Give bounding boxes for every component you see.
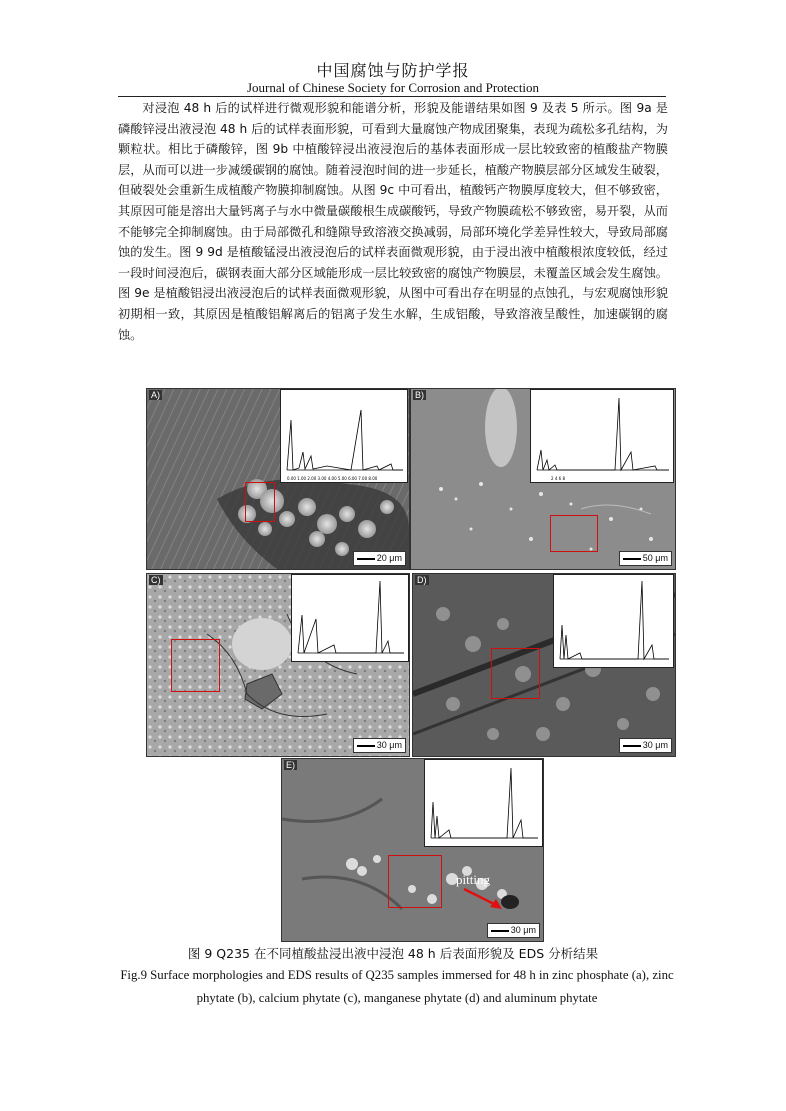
body-text xyxy=(118,98,668,345)
panel-label-a: A) xyxy=(151,390,160,400)
scale-text-c: 30 μm xyxy=(376,740,402,750)
panel-label-e: E) xyxy=(286,760,295,770)
eds-spectrum-d xyxy=(553,574,674,668)
scale-bar-e xyxy=(487,923,540,938)
scale-bar-d xyxy=(619,738,672,753)
eds-spectrum-a xyxy=(280,389,408,483)
panel-label-d: D) xyxy=(417,575,427,585)
scale-bar-c xyxy=(353,738,406,753)
highlight-box-d xyxy=(491,648,540,699)
scale-text-d: 30 μm xyxy=(642,740,668,750)
svg-text:0.00 1.00 2.00 3.00 4.00 5.00: 0.00 1.00 2.00 3.00 4.00 5.00 6.00 7.00 8.00 xyxy=(287,476,378,481)
highlight-box-e xyxy=(388,855,442,908)
header-rule xyxy=(118,96,666,97)
highlight-box-c xyxy=(171,639,220,692)
pitting-label: pitting xyxy=(456,872,490,887)
eds-spectrum-b xyxy=(530,389,674,483)
scale-bar-b xyxy=(619,551,672,566)
scale-text-b: 50 μm xyxy=(642,553,668,563)
eds-spectrum-e xyxy=(424,759,543,847)
svg-text:2 4 6 8: 2 4 6 8 xyxy=(551,476,565,481)
pitting-arrow-icon xyxy=(462,886,506,912)
scale-text-a: 20 μm xyxy=(376,553,402,563)
body-paragraph: 对浸泡 48 h 后的试样进行微观形貌和能谱分析，形貌及能谱结果如图 9 及表 5 所示。图 9a 是磷酸锌浸出液浸泡 48 h 后的试样表面形貌，可看到大量腐蚀产物成团聚集，表现为疏松多孔结构，为颗粒状。相比于磷酸锌，图 9b 中植酸锌浸出液浸泡后的基体表面形成一层比较致密的植酸盐产物膜层，从而可以进一步减缓碳钢的腐蚀。随着浸泡时间的进一步延长，植酸产物膜层部分区域发生破裂，但破裂处会重新生成植酸产物膜抑制腐蚀。从图 9c 中可看出，植酸钙产物膜厚度较大，但不够致密，其原因可能是溶出大量钙离子与水中微量碳酸根生成碳酸钙，导致产物膜疏松不够致密，易开裂，从而不能够完全抑制腐蚀。由于局部微孔和缝隙导致溶液交换减弱，局部环境化学差异性较大，导致局部腐蚀的发生。图 9 9d 是植酸锰浸出液浸泡后的试样表面微观形貌，由于浸出液中植酸根浓度较低，经过一段时间浸泡后，碳钢表面大部分区域能形成一层比较致密的腐蚀产物膜层，未覆盖区域会发生腐蚀。图 9e 是植酸铝浸出液浸泡后的试样表面微观形貌，从图中可看出存在明显的点蚀孔，与宏观腐蚀形貌初期相一致，其原因是植酸铝解离后的铝离子发生水解，生成铝酸，导致溶液呈酸性，加速碳钢的腐蚀。 xyxy=(118,101,668,342)
scale-bar-a xyxy=(353,551,406,566)
highlight-box-b xyxy=(550,515,598,552)
journal-title-en: Journal of Chinese Society for Corrosion and Protection xyxy=(246,80,540,95)
journal-title-cn: 中国腐蚀与防护学报 xyxy=(316,61,470,80)
scale-text-e: 30 μm xyxy=(510,925,536,935)
eds-spectrum-c xyxy=(291,574,409,662)
figure-caption-en: Fig.9 Surface morphologies and EDS results of Q235 samples immersed for 48 h in zinc phosphate (a), zinc phytate (b), calcium phytate (c), manganese phytate (d) and aluminum phytate xyxy=(120,968,674,1005)
panel-label-b: B) xyxy=(415,390,424,400)
highlight-box-a xyxy=(245,482,275,522)
panel-label-c: C) xyxy=(151,575,161,585)
figure-caption-cn: 图 9 Q235 在不同植酸盐浸出液中浸泡 48 h 后表面形貌及 EDS 分析结果 xyxy=(187,946,599,961)
